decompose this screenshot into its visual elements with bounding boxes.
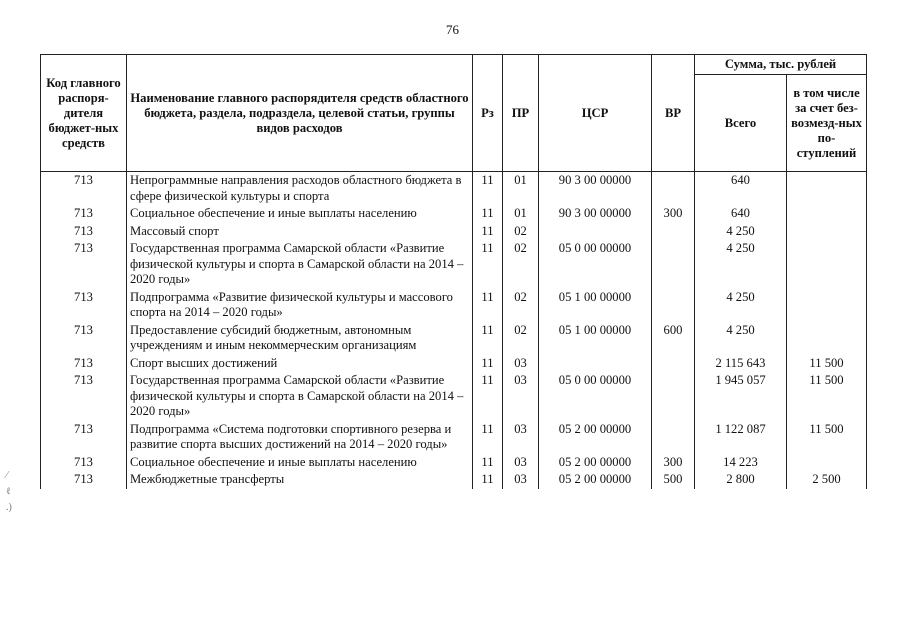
table-row [41,289,867,322]
header-name: Наименование главного распорядителя средств областного бюджета, раздела, подраздела, целевой статьи, группы видов расходов [127,55,473,172]
header-total: Всего [695,75,787,172]
cell-pr: 03 [503,454,539,472]
table-body [41,172,867,489]
header-csr: ЦСР [539,55,652,172]
cell-free: 11 500 [787,355,867,373]
table-row [41,372,867,421]
cell-code: 713 [41,240,127,289]
cell-csr: 90 3 00 00000 [539,205,652,223]
cell-rz: 11 [473,172,503,206]
budget-table [40,54,867,489]
cell-rz: 11 [473,471,503,489]
table-row [41,454,867,472]
cell-csr: 05 2 00 00000 [539,421,652,454]
table-row [41,322,867,355]
cell-total: 4 250 [695,289,787,322]
cell-csr: 05 2 00 00000 [539,454,652,472]
table-row [41,223,867,241]
cell-csr [539,223,652,241]
table-row [41,172,867,206]
page-number: 76 [446,22,459,37]
cell-csr: 05 0 00 00000 [539,240,652,289]
cell-code: 713 [41,172,127,206]
cell-name: Государственная программа Самарской области «Развитие физической культуры и спорта в Самарской области на 2014 – 2020 годы» [127,240,473,289]
cell-pr: 02 [503,240,539,289]
cell-free [787,454,867,472]
cell-pr: 02 [503,289,539,322]
cell-rz: 11 [473,322,503,355]
cell-pr: 02 [503,223,539,241]
cell-name: Спорт высших достижений [127,355,473,373]
table-row [41,421,867,454]
cell-code: 713 [41,205,127,223]
cell-code: 713 [41,223,127,241]
cell-free: 2 500 [787,471,867,489]
cell-vr: 300 [652,205,695,223]
cell-free [787,205,867,223]
header-code: Код главного распоря-дителя бюджет-ных средств [41,55,127,172]
cell-rz: 11 [473,454,503,472]
margin-marks: ⁄ ℓ .) [6,470,12,513]
cell-name: Социальное обеспечение и иные выплаты населению [127,454,473,472]
cell-vr [652,289,695,322]
cell-code: 713 [41,421,127,454]
cell-vr [652,240,695,289]
cell-vr [652,172,695,206]
cell-free [787,172,867,206]
header-pr: ПР [503,55,539,172]
cell-total: 640 [695,172,787,206]
cell-pr: 01 [503,205,539,223]
cell-csr: 05 0 00 00000 [539,372,652,421]
table-row [41,240,867,289]
cell-free [787,289,867,322]
cell-csr: 05 1 00 00000 [539,289,652,322]
cell-pr: 01 [503,172,539,206]
cell-code: 713 [41,471,127,489]
cell-name: Массовый спорт [127,223,473,241]
cell-total: 640 [695,205,787,223]
cell-total: 4 250 [695,322,787,355]
cell-code: 713 [41,322,127,355]
cell-total: 4 250 [695,223,787,241]
header-free: в том числе за счет без-возмезд-ных по-ступлений [787,75,867,172]
cell-pr: 03 [503,471,539,489]
cell-rz: 11 [473,205,503,223]
cell-free: 11 500 [787,421,867,454]
cell-free [787,223,867,241]
cell-free: 11 500 [787,372,867,421]
cell-rz: 11 [473,372,503,421]
table-row [41,471,867,489]
cell-vr [652,372,695,421]
cell-rz: 11 [473,289,503,322]
cell-rz: 11 [473,355,503,373]
cell-name: Государственная программа Самарской области «Развитие физической культуры и спорта в Самарской области на 2014 – 2020 годы» [127,372,473,421]
cell-code: 713 [41,454,127,472]
cell-csr [539,355,652,373]
cell-name: Подпрограмма «Система подготовки спортивного резерва и развитие спорта высших достижений на 2014 – 2020 годы» [127,421,473,454]
cell-total: 14 223 [695,454,787,472]
table-row [41,205,867,223]
header-vr: ВР [652,55,695,172]
cell-vr: 300 [652,454,695,472]
cell-pr: 03 [503,372,539,421]
header-sum: Сумма, тыс. рублей [695,55,867,75]
cell-name: Социальное обеспечение и иные выплаты населению [127,205,473,223]
cell-rz: 11 [473,421,503,454]
cell-vr [652,355,695,373]
cell-csr: 05 2 00 00000 [539,471,652,489]
cell-vr: 600 [652,322,695,355]
cell-free [787,322,867,355]
cell-name: Предоставление субсидий бюджетным, автономным учреждениям и иным некоммерческим организациям [127,322,473,355]
cell-pr: 03 [503,355,539,373]
cell-name: Подпрограмма «Развитие физической культуры и массового спорта на 2014 – 2020 годы» [127,289,473,322]
cell-code: 713 [41,355,127,373]
cell-total: 1 122 087 [695,421,787,454]
cell-rz: 11 [473,240,503,289]
cell-name: Межбюджетные трансферты [127,471,473,489]
cell-total: 2 800 [695,471,787,489]
header-rz: Рз [473,55,503,172]
cell-vr [652,223,695,241]
cell-pr: 02 [503,322,539,355]
cell-code: 713 [41,372,127,421]
cell-name: Непрограммные направления расходов областного бюджета в сфере физической культуры и спорта [127,172,473,206]
cell-csr: 90 3 00 00000 [539,172,652,206]
cell-total: 2 115 643 [695,355,787,373]
cell-pr: 03 [503,421,539,454]
cell-vr: 500 [652,471,695,489]
cell-vr [652,421,695,454]
cell-total: 4 250 [695,240,787,289]
cell-rz: 11 [473,223,503,241]
table-row [41,355,867,373]
cell-code: 713 [41,289,127,322]
cell-total: 1 945 057 [695,372,787,421]
cell-free [787,240,867,289]
cell-csr: 05 1 00 00000 [539,322,652,355]
